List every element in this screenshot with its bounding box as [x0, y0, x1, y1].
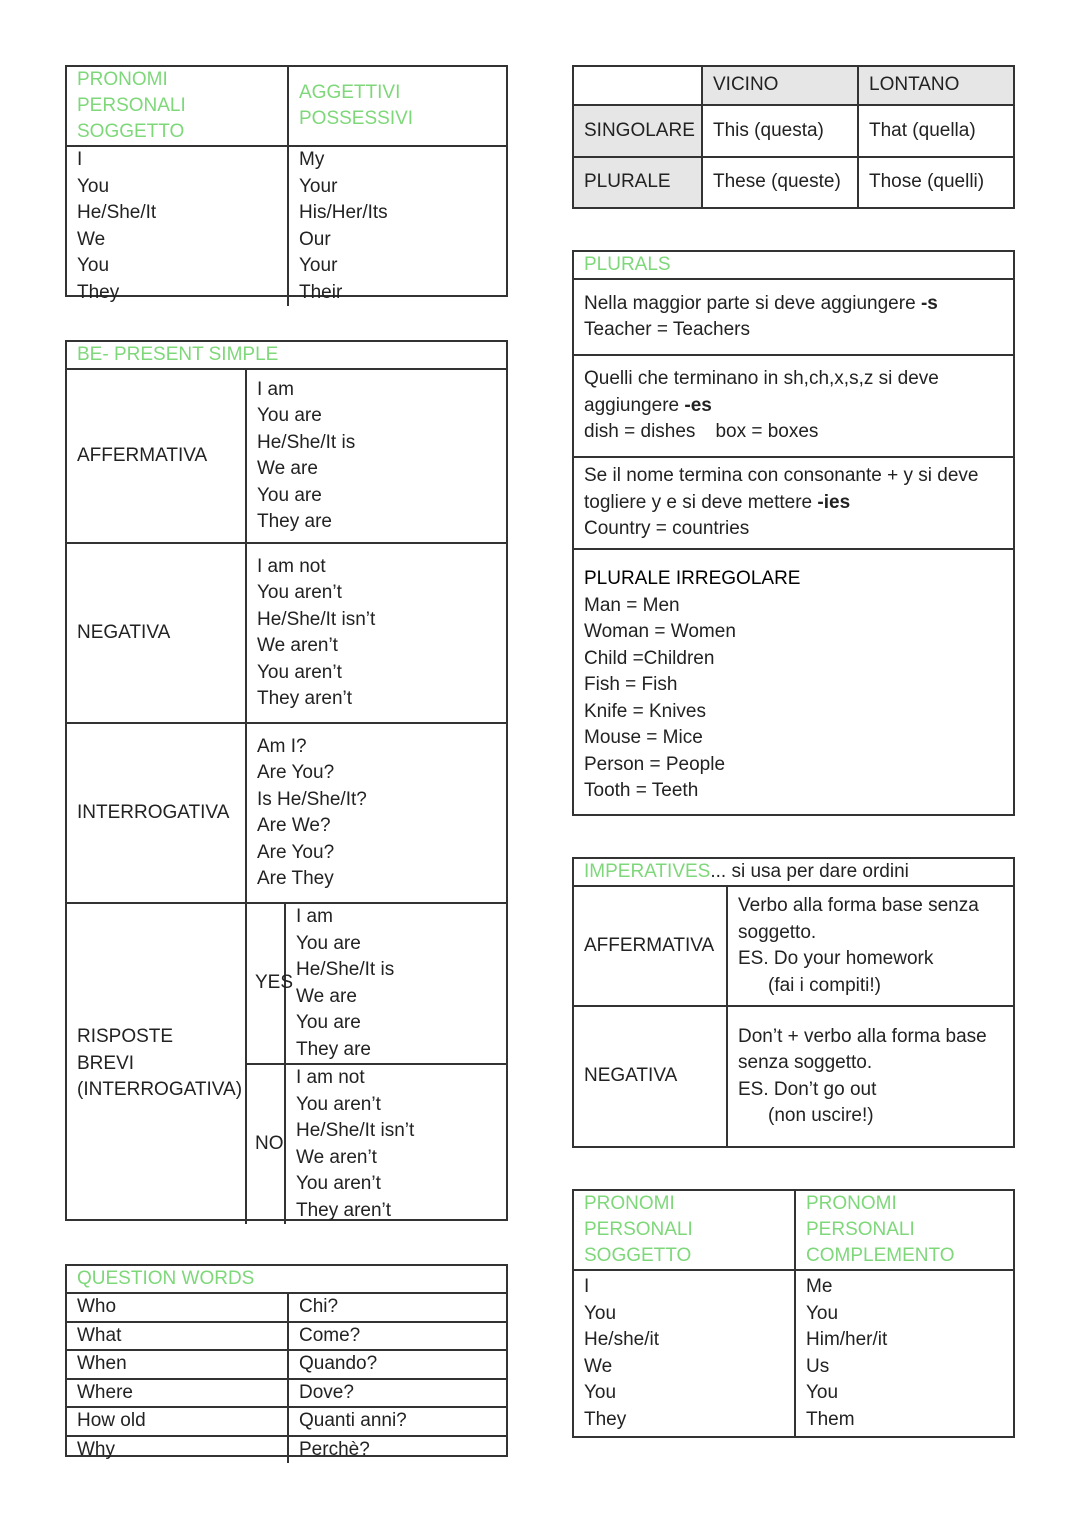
irregular-title: PLURALE IRREGOLARE	[584, 568, 801, 589]
interrogative-forms	[246, 723, 506, 903]
no-answers	[285, 1064, 506, 1224]
list-item: Us	[806, 1355, 830, 1377]
question-word: Why	[67, 1436, 288, 1464]
list-item: We	[77, 228, 106, 250]
list-item: Your	[299, 255, 338, 276]
list-item: We aren’t	[257, 635, 338, 656]
short-answers-title: RISPOSTE BREVI	[77, 1026, 174, 1074]
rule-text: senza soggetto.	[738, 1052, 873, 1073]
header-object-pronouns: PRONOMI PERSONALI COMPLEMENTO	[795, 1191, 1013, 1270]
table-row	[574, 157, 1013, 207]
yes-answers	[285, 904, 506, 1064]
short-answers-label	[67, 903, 246, 1224]
affirmative-label: AFFERMATIVA	[67, 370, 246, 543]
question-words-table	[65, 1264, 508, 1460]
list-item: You are	[296, 1012, 361, 1033]
list-item: I	[77, 149, 83, 170]
subject-pronoun-list	[67, 146, 288, 306]
list-item: Fish = Fish	[584, 674, 678, 695]
empty-corner-cell	[574, 67, 702, 105]
list-item: You	[584, 1302, 617, 1324]
list-item: You aren’t	[296, 1093, 381, 1115]
negative-label: NEGATIVA	[574, 1006, 727, 1146]
list-item: He/She/It isn’t	[257, 608, 376, 630]
header-near: VICINO	[702, 67, 858, 105]
translation: Chi?	[288, 1294, 506, 1322]
rule-text: Quelli che terminano in sh,ch,x,s,z si deve	[584, 368, 939, 390]
list-item: You	[77, 175, 110, 197]
list-item: Are We?	[257, 815, 331, 836]
list-item: Man = Men	[584, 594, 680, 616]
translation: Perchè?	[288, 1436, 506, 1464]
list-item: Tooth = Teeth	[584, 780, 699, 801]
interrogative-label: INTERROGATIVA	[67, 723, 246, 903]
no-label: NO	[247, 1064, 285, 1224]
list-item: Are You?	[257, 841, 335, 863]
table-row	[67, 1407, 506, 1436]
translation: Quanti anni?	[288, 1407, 506, 1436]
subject-pronoun-list	[574, 1270, 795, 1436]
list-item: You aren’t	[257, 661, 342, 683]
question-word: How old	[67, 1407, 288, 1436]
plurals-table	[572, 250, 1015, 816]
rule-example: dish = dishes box = boxes	[584, 421, 819, 443]
table-row	[67, 1379, 506, 1408]
list-item: We are	[296, 985, 357, 1007]
question-word: When	[67, 1350, 288, 1379]
rule-translation: (non uscire!)	[768, 1105, 874, 1126]
table-row	[574, 105, 1013, 157]
list-item: He/she/it	[584, 1329, 659, 1350]
list-item: They are	[257, 511, 332, 532]
list-item: You	[806, 1302, 839, 1324]
section-title: PLURALS	[574, 252, 1013, 280]
table-row	[67, 1350, 506, 1379]
rule-translation: (fai i compiti!)	[768, 974, 881, 996]
imperatives-subtitle: ... si usa per dare ordini	[710, 861, 909, 882]
plural-rule-s	[574, 280, 1013, 355]
object-pronoun-list	[795, 1270, 1013, 1436]
imperatives-table	[572, 857, 1015, 1148]
short-answers-subtitle: (INTERROGATIVA)	[77, 1079, 243, 1101]
negative-forms	[246, 543, 506, 723]
rule-text: Nella maggior parte si deve aggiungere -s	[584, 292, 938, 314]
list-item: Them	[806, 1408, 855, 1430]
list-item: Are They	[257, 868, 334, 889]
list-item: Mouse = Mice	[584, 727, 703, 748]
pronouns-possessives-table	[65, 65, 508, 303]
demonstratives-table	[572, 65, 1015, 209]
list-item: I am not	[257, 555, 326, 577]
list-item: You are	[257, 405, 322, 426]
list-item: My	[299, 149, 325, 170]
rule-example: ES. Do your homework	[738, 948, 934, 969]
list-item: You	[77, 255, 110, 276]
list-item: I	[584, 1276, 590, 1297]
section-title: QUESTION WORDS	[67, 1266, 506, 1294]
subject-object-pronouns-table	[572, 1189, 1015, 1438]
list-item: They	[584, 1408, 627, 1430]
list-item: They aren’t	[296, 1199, 392, 1221]
list-item: You	[806, 1382, 839, 1403]
header-subject-pronouns: PRONOMI PERSONALI SOGGETTO	[67, 67, 288, 146]
list-item: We	[584, 1355, 613, 1377]
list-item: Are You?	[257, 762, 335, 783]
list-item: His/Her/Its	[299, 202, 388, 223]
list-item: Your	[299, 175, 338, 197]
list-item: You aren’t	[257, 582, 342, 603]
list-item: Is He/She/It?	[257, 788, 367, 810]
singular-far: That (quella)	[858, 105, 1013, 157]
list-item: Him/her/it	[806, 1329, 888, 1350]
plural-label: PLURALE	[574, 157, 702, 207]
question-word: Where	[67, 1379, 288, 1408]
list-item: He/She/It is	[296, 959, 395, 980]
question-word: What	[67, 1322, 288, 1351]
yes-label: YES	[247, 904, 285, 1064]
section-title: BE- PRESENT SIMPLE	[67, 342, 506, 370]
singular-near: This (questa)	[702, 105, 858, 157]
translation: Dove?	[288, 1379, 506, 1408]
list-item: Knife = Knives	[584, 700, 706, 722]
rule-text: Verbo alla forma base senza	[738, 895, 979, 916]
list-item: They are	[296, 1038, 371, 1060]
short-answers-cell	[246, 903, 506, 1224]
list-item: They aren’t	[257, 688, 353, 709]
list-item: Their	[299, 281, 343, 303]
singular-label: SINGOLARE	[574, 105, 702, 157]
list-item: Person = People	[584, 753, 726, 775]
list-item: They	[77, 281, 120, 303]
list-item: He/She/It is	[257, 431, 356, 453]
header-subject-pronouns: PRONOMI PERSONALI SOGGETTO	[574, 1191, 795, 1270]
list-item: You are	[296, 932, 361, 954]
be-present-simple-table	[65, 340, 508, 1221]
list-item: Woman = Women	[584, 621, 736, 642]
affirmative-forms	[246, 370, 506, 543]
imperatives-title: IMPERATIVES	[584, 861, 711, 882]
list-item: You aren’t	[296, 1173, 381, 1194]
list-item: Our	[299, 228, 331, 250]
possessive-adjective-list	[288, 146, 506, 306]
list-item: I am	[296, 906, 333, 927]
list-item: Am I?	[257, 735, 307, 757]
irregular-plurals	[574, 549, 1013, 814]
plural-rule-ies	[574, 457, 1013, 549]
translation: Quando?	[288, 1350, 506, 1379]
list-item: We aren’t	[296, 1146, 377, 1168]
list-item: You	[584, 1382, 617, 1403]
affirmative-description	[727, 887, 1013, 1006]
rule-text: Don’t + verbo alla forma base	[738, 1025, 987, 1047]
list-item: I am not	[296, 1067, 365, 1088]
rule-text: aggiungere -es	[584, 394, 712, 416]
rule-example: Country = countries	[584, 518, 750, 540]
table-row	[67, 1436, 506, 1464]
rule-example: Teacher = Teachers	[584, 319, 750, 340]
question-word: Who	[67, 1294, 288, 1322]
header-far: LONTANO	[858, 67, 1013, 105]
rule-text: Se il nome termina con consonante + y si deve	[584, 465, 979, 487]
rule-text: togliere y e si deve mettere -ies	[584, 491, 851, 513]
list-item: We are	[257, 458, 318, 479]
list-item: He/She/It	[77, 202, 157, 223]
affirmative-label: AFFERMATIVA	[574, 887, 727, 1006]
list-item: I am	[257, 378, 294, 400]
rule-text: soggetto.	[738, 921, 817, 943]
header-possessive-adjectives: AGGETTIVI POSSESSIVI	[288, 67, 506, 146]
rule-example: ES. Don’t go out	[738, 1078, 877, 1100]
negative-description	[727, 1006, 1013, 1146]
plural-far: Those (quelli)	[858, 157, 1013, 207]
translation: Come?	[288, 1322, 506, 1351]
list-item: Me	[806, 1276, 833, 1297]
list-item: You are	[257, 484, 322, 506]
plural-near: These (queste)	[702, 157, 858, 207]
table-row	[67, 1322, 506, 1351]
plural-rule-es	[574, 355, 1013, 457]
negative-label: NEGATIVA	[67, 543, 246, 723]
list-item: Child =Children	[584, 647, 715, 669]
list-item: He/She/It isn’t	[296, 1120, 415, 1141]
section-title	[574, 859, 1013, 887]
table-row	[67, 1294, 506, 1322]
